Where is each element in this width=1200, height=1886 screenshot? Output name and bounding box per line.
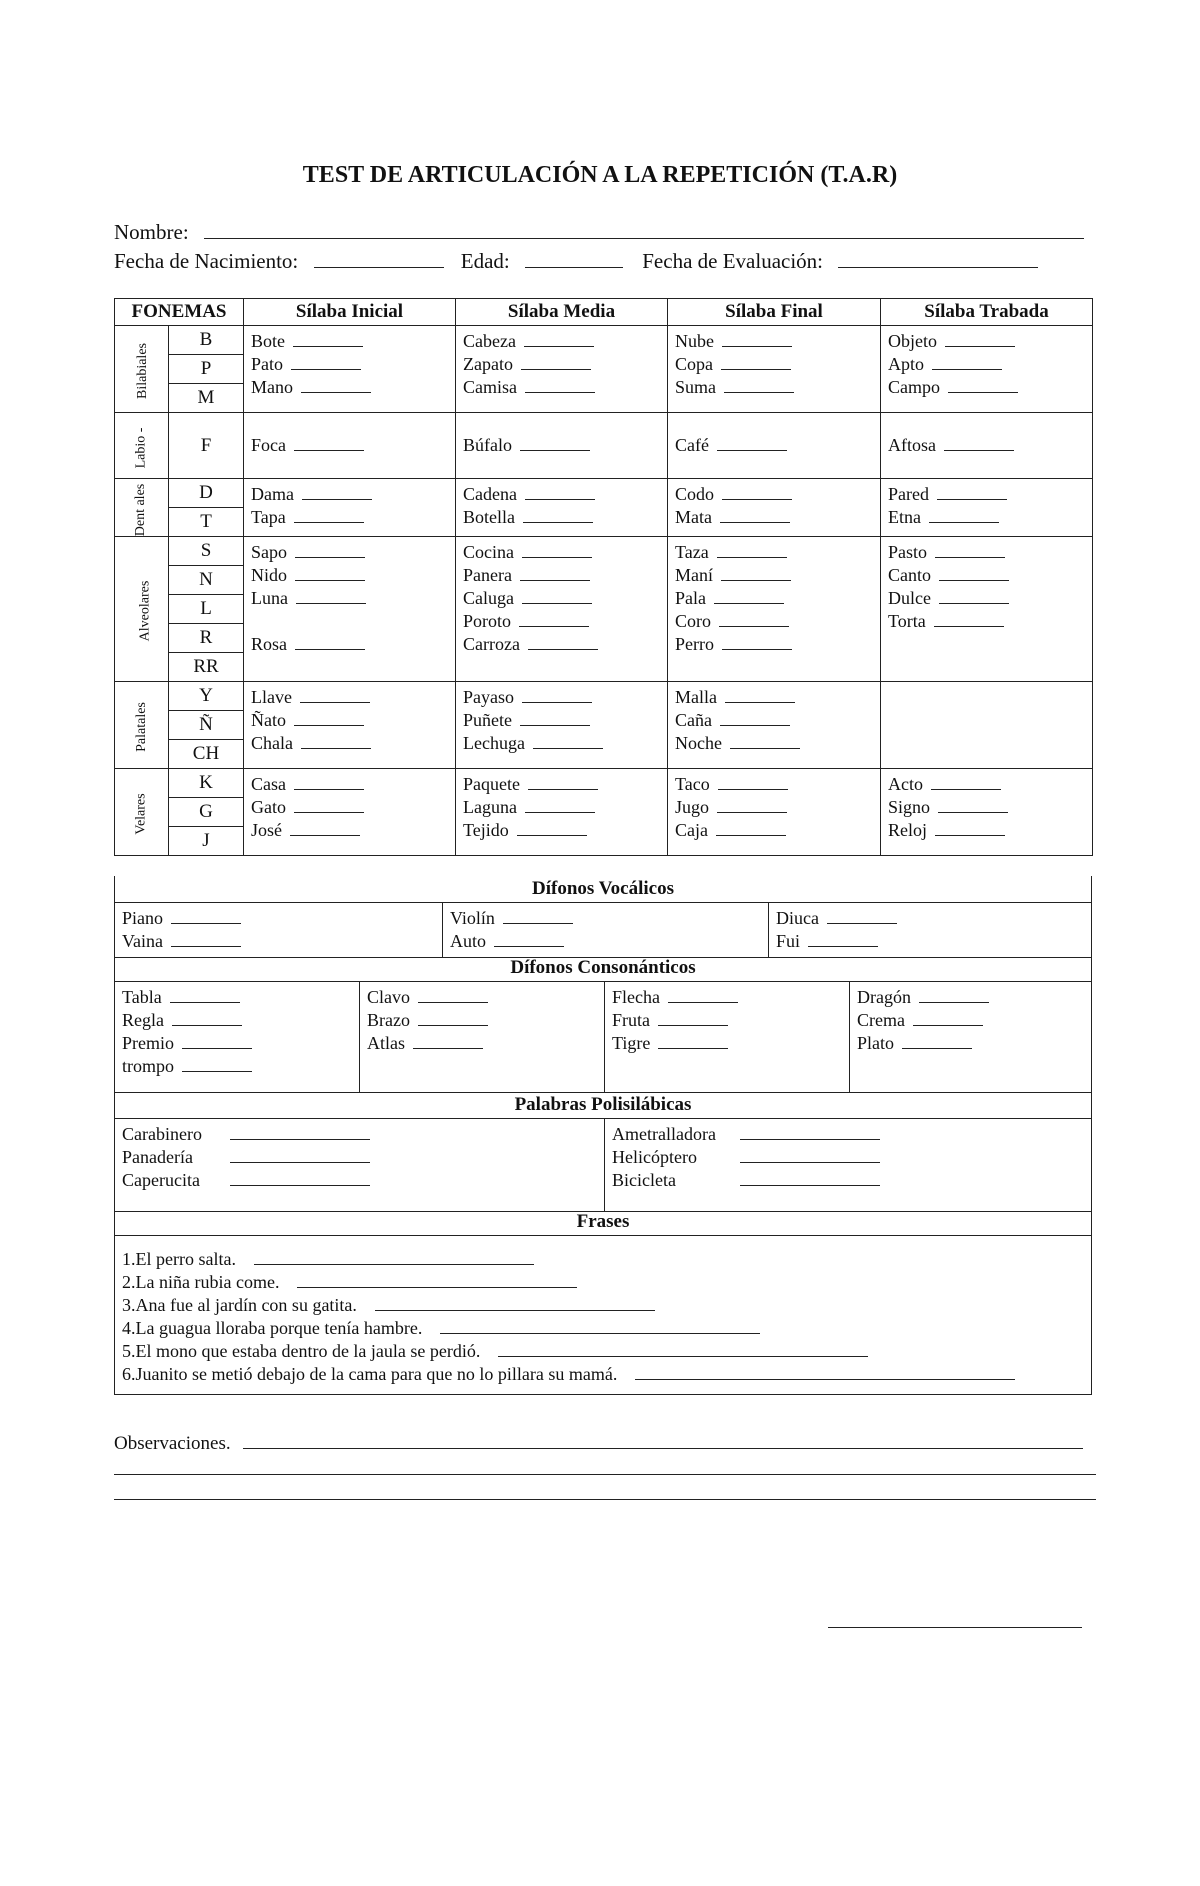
observaciones-row: [114, 1430, 1083, 1455]
cell-velares-final: Taco Jugo Caja: [668, 769, 881, 856]
cell-labio-trabada: Aftosa: [881, 413, 1093, 479]
fecha-nacimiento-field[interactable]: [314, 249, 444, 268]
dc-col-2: Clavo Brazo Atlas: [360, 982, 605, 1092]
nombre-label: Nombre:: [114, 220, 189, 244]
phoneme-t: T: [169, 508, 244, 537]
cell-palatales-media: Payaso Puñete Lechuga: [456, 682, 668, 769]
group-labio: Labio -: [115, 413, 169, 479]
cell-bilabiales-final: Nube Copa Suma: [668, 326, 881, 413]
section-difonos-consonanticos: [114, 955, 1092, 1093]
frase-4: 4.La guagua lloraba porque tenía hambre.: [122, 1317, 1084, 1340]
observaciones-field-2[interactable]: [114, 1474, 1096, 1475]
phoneme-enie: Ñ: [169, 711, 244, 740]
phoneme-b: B: [169, 326, 244, 355]
fecha-row: [114, 249, 1038, 274]
dc-col-1: Tabla Regla Premio trompo: [115, 982, 360, 1092]
phoneme-r: R: [169, 624, 244, 653]
frase-5: 5.El mono que estaba dentro de la jaula se perdió.: [122, 1340, 1084, 1363]
frases-list: [115, 1236, 1091, 1394]
cell-bilabiales-trabada: Objeto Apto Campo: [881, 326, 1093, 413]
nombre-row: [114, 220, 1084, 245]
observaciones-label: Observaciones.: [114, 1433, 231, 1454]
cell-labio-final: Café: [668, 413, 881, 479]
difonos-consonanticos-title: Dífonos Consonánticos: [115, 955, 1091, 982]
fecha-evaluacion-field[interactable]: [838, 249, 1038, 268]
cell-velares-inicial: Casa Gato José: [244, 769, 456, 856]
edad-label: Edad:: [460, 249, 510, 273]
cell-palatales-final: Malla Caña Noche: [668, 682, 881, 769]
header-fonemas: FONEMAS: [115, 299, 244, 326]
cell-labio-inicial: Foca: [244, 413, 456, 479]
cell-alveolares-inicial: Sapo Nido Luna Rosa: [244, 537, 456, 682]
frase-2: 2.La niña rubia come.: [122, 1271, 1084, 1294]
group-dentales: Dent ales: [115, 479, 169, 537]
cell-velares-media: Paquete Laguna Tejido: [456, 769, 668, 856]
fecha-nacimiento-label: Fecha de Nacimiento:: [114, 249, 299, 273]
cell-palatales-inicial: Llave Ñato Chala: [244, 682, 456, 769]
cell-alveolares-final: Taza Maní Pala Coro Perro: [668, 537, 881, 682]
pp-col-1: Carabinero Panadería Caperucita: [115, 1119, 605, 1211]
phoneme-m: M: [169, 384, 244, 413]
phoneme-n: N: [169, 566, 244, 595]
phoneme-p: P: [169, 355, 244, 384]
dc-col-4: Dragón Crema Plato: [850, 982, 1091, 1092]
dv-col-1: Piano Vaina: [115, 903, 443, 957]
observaciones-field-3[interactable]: [114, 1499, 1096, 1500]
phoneme-y: Y: [169, 682, 244, 711]
cell-palatales-trabada: [881, 682, 1093, 769]
observaciones-field-1[interactable]: [243, 1430, 1083, 1449]
page-title: TEST DE ARTICULACIÓN A LA REPETICIÓN (T.A.R): [302, 162, 898, 188]
header-silaba-media: Sílaba Media: [456, 299, 668, 326]
phoneme-k: K: [169, 769, 244, 798]
frase-1: 1.El perro salta.: [122, 1248, 1084, 1271]
table-header-row: [115, 299, 1093, 326]
edad-field[interactable]: [525, 249, 623, 268]
cell-bilabiales-inicial: Bote Pato Mano: [244, 326, 456, 413]
header-silaba-final: Sílaba Final: [668, 299, 881, 326]
phoneme-table: [114, 298, 1093, 856]
phoneme-g: G: [169, 798, 244, 827]
phoneme-ch: CH: [169, 740, 244, 769]
header-silaba-inicial: Sílaba Inicial: [244, 299, 456, 326]
cell-dentales-final: Codo Mata: [668, 479, 881, 537]
dv-col-3: Diuca Fui: [769, 903, 1091, 957]
cell-alveolares-trabada: Pasto Canto Dulce Torta: [881, 537, 1093, 682]
frase-3: 3.Ana fue al jardín con su gatita.: [122, 1294, 1084, 1317]
group-velares: Velares: [115, 769, 169, 856]
section-difonos-vocalicos: [114, 876, 1092, 958]
dc-col-3: Flecha Fruta Tigre: [605, 982, 850, 1092]
cell-dentales-inicial: Dama Tapa: [244, 479, 456, 537]
group-alveolares: Alveolares: [115, 537, 169, 682]
header-silaba-trabada: Sílaba Trabada: [881, 299, 1093, 326]
cell-dentales-trabada: Pared Etna: [881, 479, 1093, 537]
cell-alveolares-media: Cocina Panera Caluga Poroto Carroza: [456, 537, 668, 682]
cell-dentales-media: Cadena Botella: [456, 479, 668, 537]
cell-labio-media: Búfalo: [456, 413, 668, 479]
section-frases: [114, 1209, 1092, 1395]
phoneme-f: F: [169, 413, 244, 479]
fecha-evaluacion-label: Fecha de Evaluación:: [642, 249, 824, 273]
polisilabicas-title: Palabras Polisilábicas: [115, 1092, 1091, 1119]
dv-col-2: Violín Auto: [443, 903, 769, 957]
difonos-vocalicos-title: Dífonos Vocálicos: [115, 876, 1091, 903]
signature-line[interactable]: [828, 1627, 1082, 1628]
frase-6: 6.Juanito se metió debajo de la cama para que no lo pillara su mamá.: [122, 1363, 1084, 1386]
group-palatales: Palatales: [115, 682, 169, 769]
group-bilabiales: Bilabiales: [115, 326, 169, 413]
nombre-field[interactable]: [204, 220, 1084, 239]
cell-velares-trabada: Acto Signo Reloj: [881, 769, 1093, 856]
phoneme-j: J: [169, 827, 244, 856]
cell-bilabiales-media: Cabeza Zapato Camisa: [456, 326, 668, 413]
phoneme-rr: RR: [169, 653, 244, 682]
phoneme-s: S: [169, 537, 244, 566]
frases-title: Frases: [115, 1209, 1091, 1236]
phoneme-l: L: [169, 595, 244, 624]
pp-col-2: Ametralladora Helicóptero Bicicleta: [605, 1119, 1091, 1211]
phoneme-d: D: [169, 479, 244, 508]
section-polisilabicas: [114, 1092, 1092, 1212]
